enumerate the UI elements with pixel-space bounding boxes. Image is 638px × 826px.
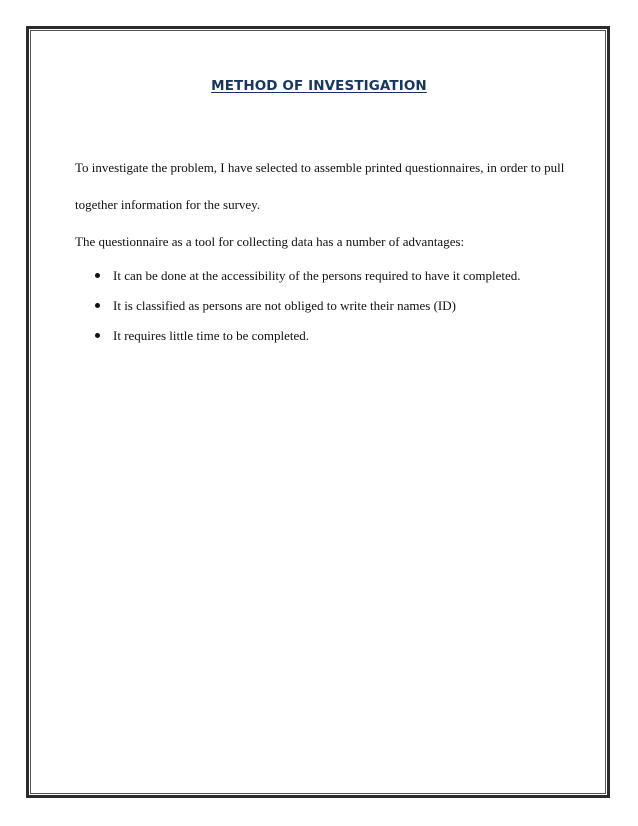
list-item (95, 298, 521, 328)
paragraph-1-line-2: together information for the survey. (75, 197, 261, 212)
bullet-icon (95, 303, 100, 308)
advantages-list (95, 268, 521, 358)
paragraph-2: The questionnaire as a tool for collecting data has a number of advantages: (75, 234, 465, 249)
bullet-icon (95, 333, 100, 338)
list-item-text: It can be done at the accessibility of the persons required to have it completed. (113, 268, 521, 283)
bullet-icon (95, 273, 100, 278)
list-item-text: It requires little time to be completed. (113, 328, 310, 343)
list-item (95, 328, 521, 358)
page-title (0, 78, 638, 94)
list-item (95, 268, 521, 298)
list-item-text: It is classified as persons are not obliged to write their names (ID) (113, 298, 456, 313)
page-title-text: METHOD OF INVESTIGATION (211, 78, 427, 94)
paragraph-1-line-1: To investigate the problem, I have selected to assemble printed questionnaires, in order to pull (75, 160, 565, 175)
page-border (26, 26, 610, 798)
